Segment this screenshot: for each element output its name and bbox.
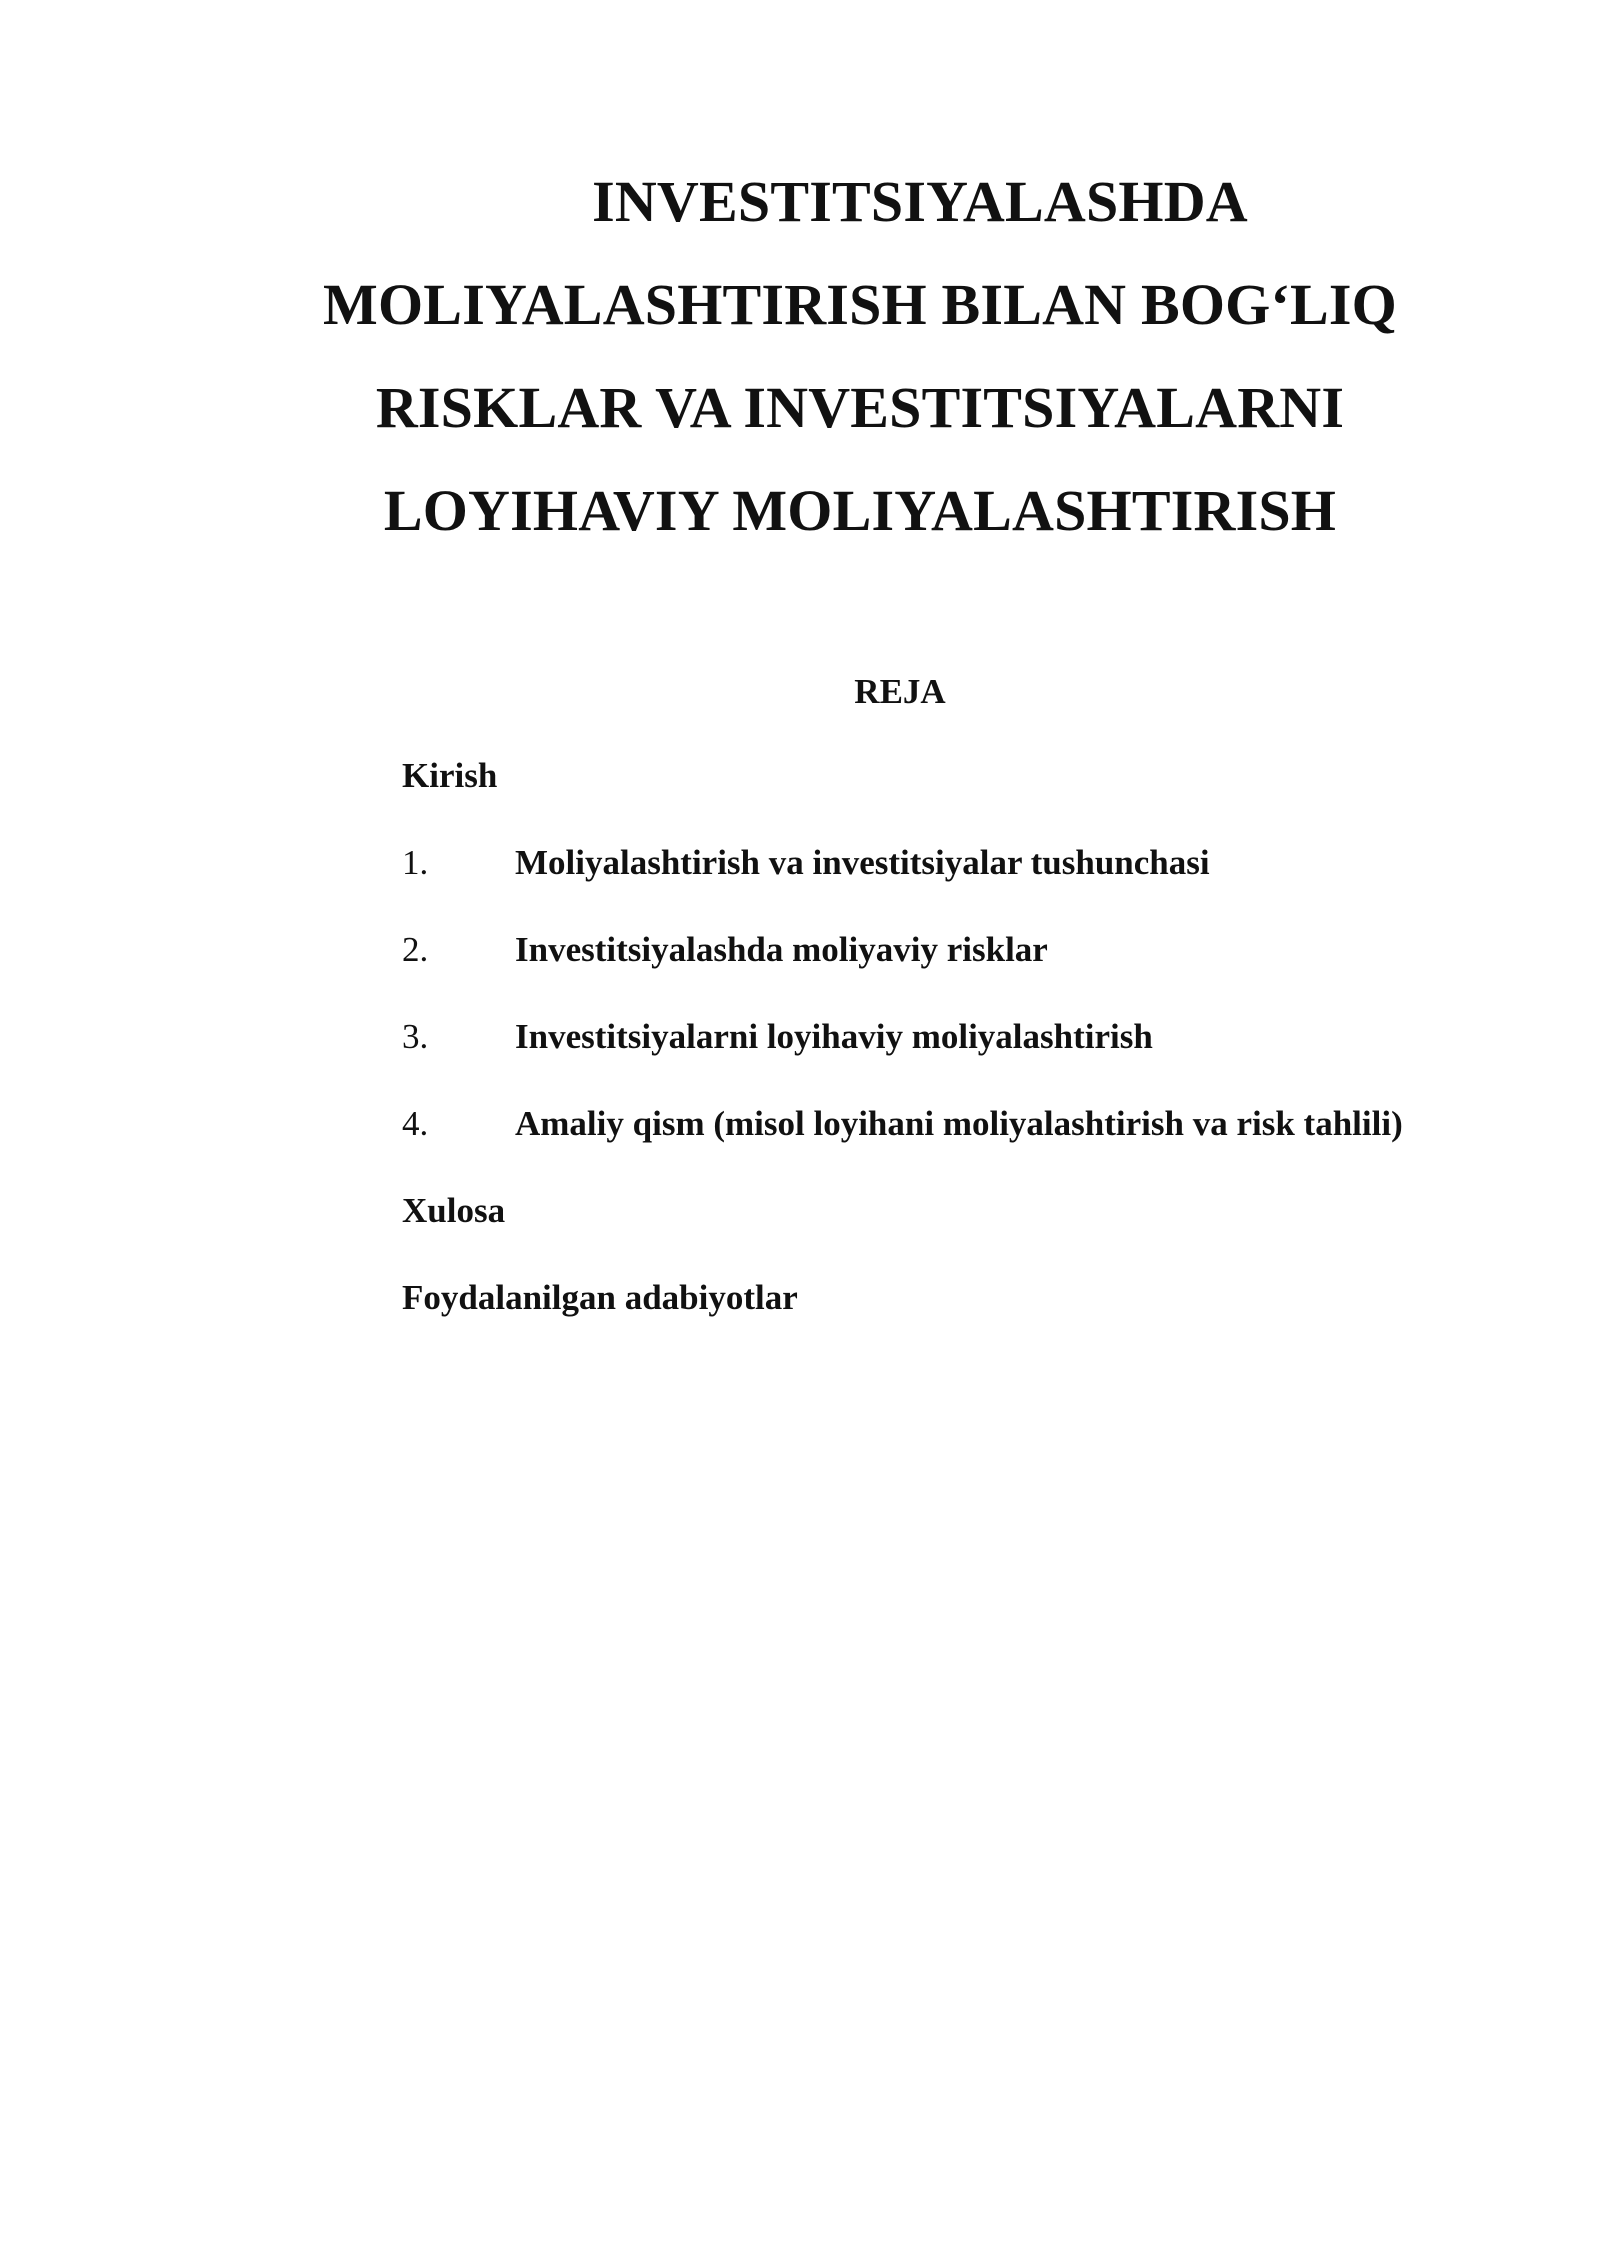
toc-intro: Kirish [402, 756, 498, 795]
title-line-3: RISKLAR VA INVESTITSIYALARNI [375, 375, 1345, 440]
title-line-2: MOLIYALASHTIRISH BILAN BOG‘LIQ [323, 272, 1397, 337]
toc-conclusion: Xulosa [402, 1191, 506, 1230]
toc-item-2 [402, 926, 1552, 1013]
toc-item-text: Amaliy qism (misol loyihani moliyalashtirish va risk tahlili) [515, 1104, 1403, 1143]
toc-item-text: Investitsiyalarni loyihaviy moliyalashtirish [515, 1017, 1153, 1056]
document-title [300, 150, 1420, 562]
toc-item-text: Investitsiyalashda moliyaviy risklar [515, 930, 1048, 969]
toc-item-1 [402, 839, 1552, 926]
toc-item-number: 4. [402, 1104, 429, 1143]
title-line-1: INVESTITSIYALASHDA [592, 169, 1248, 234]
toc-item-4 [402, 1100, 1552, 1187]
toc-references: Foydalanilgan adabiyotlar [402, 1278, 798, 1317]
plan-heading: REJA [854, 672, 946, 711]
toc-item-text: Moliyalashtirish va investitsiyalar tushunchasi [515, 843, 1210, 882]
table-of-contents [402, 752, 1552, 1361]
toc-item-3 [402, 1013, 1552, 1100]
toc-item-number: 1. [402, 843, 429, 882]
title-line-4: LOYIHAVIY MOLIYALASHTIRISH [383, 478, 1337, 543]
toc-item-number: 2. [402, 930, 429, 969]
toc-item-number: 3. [402, 1017, 429, 1056]
